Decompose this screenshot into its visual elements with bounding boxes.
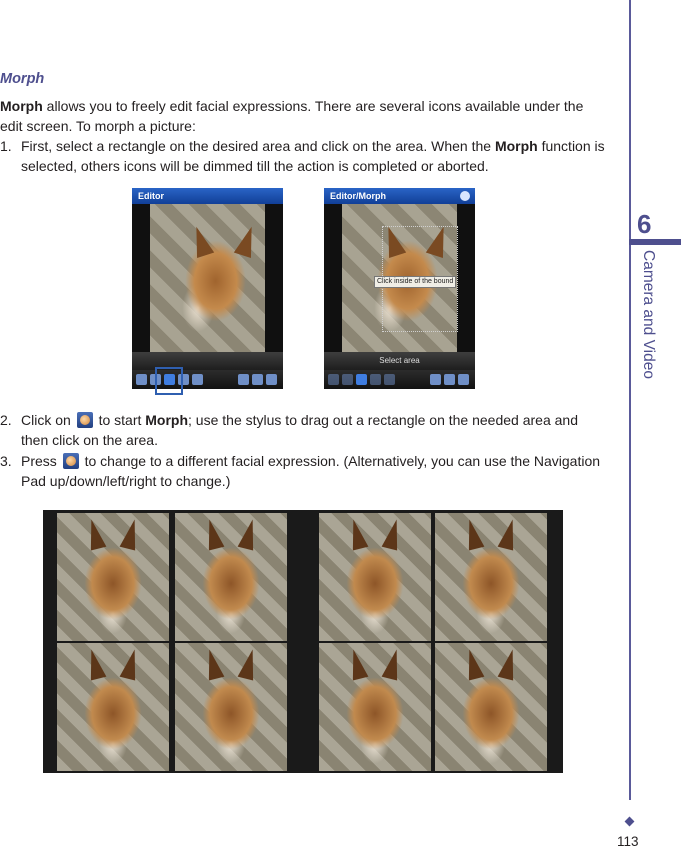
step-text-part: to change to a different facial expression. (Alternatively, you can use the Navigation Pad up/down/left/right to change.) — [21, 453, 601, 489]
morph-example — [57, 513, 169, 641]
undo-icon[interactable] — [238, 374, 249, 385]
step-text-part: to start — [94, 412, 146, 428]
diamond-marker-icon — [625, 817, 635, 827]
morph-screenshot — [324, 188, 475, 389]
dog-photo — [150, 204, 265, 352]
morph-example — [435, 513, 547, 641]
morph-example — [319, 513, 431, 641]
step-text-part: ; use the stylus to drag out a rectangle on the needed area and then click on the area. — [21, 412, 578, 448]
bound-tooltip: Click inside of the bound — [374, 276, 456, 288]
editor-toolbar — [324, 370, 475, 389]
crop-icon — [328, 374, 339, 385]
step-text — [21, 410, 606, 450]
section-heading: Morph — [0, 71, 45, 87]
step-text-part: Click on — [21, 412, 75, 428]
step-text-part: Press — [21, 453, 61, 469]
morph-examples-grid — [43, 510, 563, 773]
intro-bold: Morph — [0, 98, 43, 114]
step-bold: Morph — [494, 138, 538, 154]
morph-example — [175, 643, 287, 771]
dog-photo — [342, 204, 457, 352]
step-number: 3. — [0, 453, 12, 469]
screen-title: Editor — [132, 188, 283, 204]
save-icon[interactable] — [458, 374, 469, 385]
step-text — [21, 136, 606, 176]
crop-icon[interactable] — [136, 374, 147, 385]
margin-rule — [629, 0, 631, 800]
step-text-part: function is selected, others icons will be dimmed till the action is completed or aborted. — [21, 138, 605, 174]
undo-icon[interactable] — [430, 374, 441, 385]
morph-example — [175, 513, 287, 641]
chapter-tab-bar — [629, 239, 681, 245]
intro-paragraph — [0, 96, 600, 136]
pen-icon — [342, 374, 353, 385]
frame-icon — [384, 374, 395, 385]
back-icon[interactable] — [460, 191, 470, 201]
page-number: 113 — [617, 834, 639, 849]
stamp-icon — [370, 374, 381, 385]
morph-example — [435, 643, 547, 771]
morph-icon — [77, 412, 93, 428]
chapter-title: Camera and Video — [640, 250, 657, 379]
selected-tool-highlight — [155, 367, 183, 395]
intro-text: allows you to freely edit facial expressions. There are several icons available under the edit screen. To morph a picture: — [0, 98, 584, 134]
morph-icon — [63, 453, 79, 469]
ok-icon[interactable] — [252, 374, 263, 385]
save-icon[interactable] — [266, 374, 277, 385]
frame-icon[interactable] — [192, 374, 203, 385]
morph-example — [319, 643, 431, 771]
screen-title: Editor/Morph — [324, 188, 475, 204]
chapter-number: 6 — [637, 209, 652, 239]
step-text — [21, 451, 606, 491]
editor-screenshot — [132, 188, 283, 389]
step-bold: Morph — [145, 412, 189, 428]
ok-icon[interactable] — [444, 374, 455, 385]
step-text-part: First, select a rectangle on the desired area and click on the area. When the — [21, 138, 495, 154]
step-number: 2. — [0, 412, 12, 428]
status-bar: Select area — [324, 352, 475, 370]
step-number: 1. — [0, 138, 12, 154]
morph-icon[interactable] — [356, 374, 367, 385]
morph-example — [57, 643, 169, 771]
